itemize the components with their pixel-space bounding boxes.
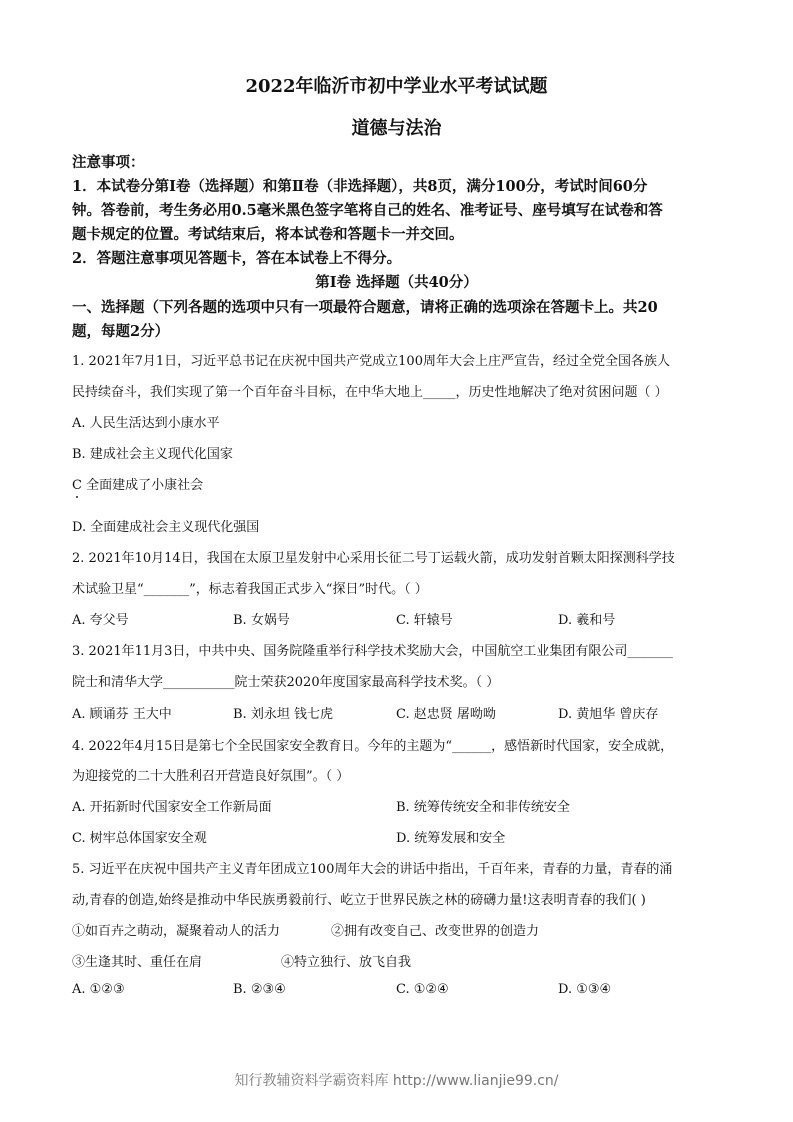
option-a: A. 人民生活达到小康水平: [72, 416, 220, 431]
exam-title: 2022年临沂市初中学业水平考试试题: [245, 76, 548, 97]
question-text: 2. 2021年10月14日，我国在太原卫星发射中心采用长征二号丁运载火箭，成功发射首颗太阳探测科学技: [72, 551, 675, 566]
option-c: C. 树牢总体国家安全观: [72, 831, 207, 846]
question-text: 4. 2022年4月15日是第七个全民国家安全教育日。今年的主题为“______，感悟新时代国家，安全成就，: [72, 739, 674, 754]
question-text: 院士和清华大学___________院士荣获2020年度国家最高科学技术奖。（ ）: [72, 675, 500, 690]
option-c: C. ①②④: [396, 982, 449, 997]
subject-title: 道德与法治: [351, 118, 442, 139]
section-title: 第Ⅰ卷 选择题（共40分）: [315, 274, 478, 291]
question-text: 3. 2021年11月3日，中共中央、国务院隆重举行科学技术奖励大会，中国航空工业集团有限公司_______: [72, 644, 673, 659]
option-d: D. 统筹发展和安全: [396, 831, 506, 846]
question-text: 术试验卫星“_______”，标志着我国正式步入“探日”时代。（ ）: [72, 582, 428, 597]
statement-4: ④特立独行、放飞自我: [281, 955, 412, 970]
option-c: C. 赵忠贤 屠呦呦: [396, 707, 496, 722]
option-a: A. ①②③: [72, 982, 125, 997]
stray-dot: [76, 496, 78, 498]
option-d: D. 全面建成社会主义现代化强国: [72, 520, 260, 535]
section-instruction: 一、选择题（下列各题的选项中只有一项最符合题意，请将正确的选项涂在答题卡上。共20: [72, 299, 658, 316]
notice-line: 2．答题注意事项见答题卡，答在本试卷上不得分。: [72, 250, 402, 267]
notice-heading: 注意事项：: [72, 154, 145, 171]
statement-1: ①如百卉之萌动，凝聚着动人的活力: [72, 924, 281, 939]
question-text: 为迎接党的二十大胜利召开营造良好氛围”。（ ）: [72, 769, 350, 784]
option-b: B. 女娲号: [233, 613, 290, 628]
statement-2: ②拥有改变自己、改变世界的创造力: [331, 924, 540, 939]
option-d: D. 黄旭华 曾庆存: [558, 707, 659, 722]
option-a: A. 开拓新时代国家安全工作新局面: [72, 800, 272, 815]
option-c: C. 轩辕号: [396, 613, 453, 628]
option-c: C 全面建成了小康社会: [72, 478, 204, 493]
question-text: 民持续奋斗，我们实现了第一个百年奋斗目标，在中华大地上_____，历史性地解决了绝对贫困问题（ ）: [72, 385, 668, 400]
option-a: A. 顾诵芬 王大中: [72, 707, 172, 722]
option-b: B. 统筹传统安全和非传统安全: [396, 800, 570, 815]
question-text: 动,青春的创造,始终是推动中华民族勇毅前行、屹立于世界民族之林的磅礴力量!这表明青春的我们( ): [72, 893, 646, 908]
option-a: A. 夸父号: [72, 613, 129, 628]
question-text: 1. 2021年7月1日，习近平总书记在庆祝中国共产党成立100周年大会上庄严宣告，经过全党全国各族人: [72, 354, 670, 369]
option-b: B. 刘永坦 钱七虎: [233, 707, 333, 722]
option-b: B. ②③④: [233, 982, 286, 997]
footer-watermark: 知行教辅资料学霸资料库 http://www.lianjie99.cn/: [234, 1073, 559, 1089]
option-d: D. 羲和号: [558, 613, 616, 628]
section-instruction: 题，每题2分）: [72, 323, 170, 340]
question-text: 5. 习近平在庆祝中国共产主义青年团成立100周年大会的讲话中指出，千百年来，青春的力量，青春的涌: [72, 862, 673, 877]
notice-line: 题卡规定的位置。考试结束后，将本试卷和答题卡一并交回。: [72, 226, 464, 243]
statement-3: ③生逢其时、重任在肩: [72, 955, 203, 970]
option-b: B. 建成社会主义现代化国家: [72, 447, 233, 462]
option-d: D. ①③④: [558, 982, 612, 997]
notice-line: 钟。答卷前，考生务必用0.5毫米黑色签字笔将自己的姓名、准考证号、座号填写在试卷和答: [72, 202, 663, 219]
notice-line: 1．本试卷分第Ⅰ卷（选择题）和第Ⅱ卷（非选择题），共8页，满分100分，考试时间60分: [72, 178, 648, 195]
